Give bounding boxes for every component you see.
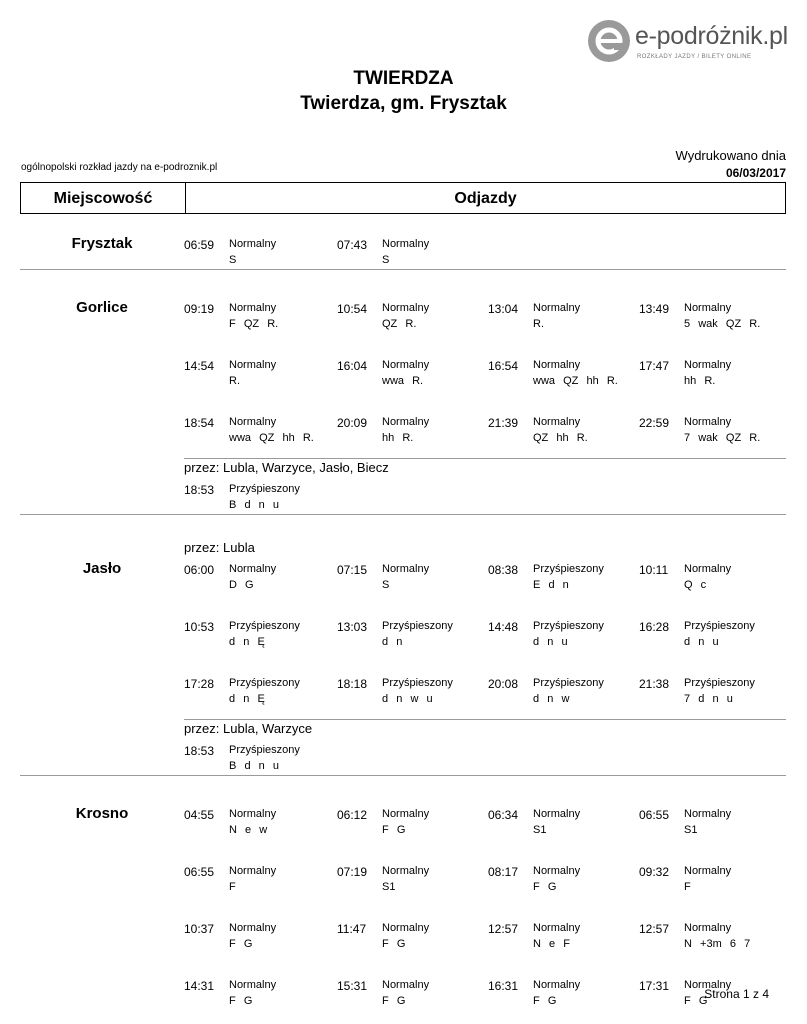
- service-type: Normalny: [533, 979, 581, 991]
- service-notes: B d n u: [229, 760, 280, 772]
- service-notes: wwa QZ hh R.: [533, 375, 618, 387]
- departure-time: 06:34: [488, 808, 519, 822]
- departure-time: 16:54: [488, 359, 519, 373]
- service-type: Przyśpieszony: [684, 620, 755, 632]
- service-notes: d n Ę: [229, 693, 265, 705]
- service-type: Normalny: [533, 865, 581, 877]
- service-type: Normalny: [382, 865, 430, 877]
- service-notes: F G: [533, 995, 557, 1007]
- service-notes: hh R.: [684, 375, 716, 387]
- departure-time: 16:28: [639, 620, 670, 634]
- service-type: Przyśpieszony: [533, 677, 604, 689]
- group-separator: [184, 458, 786, 459]
- service-notes: d n Ę: [229, 636, 265, 648]
- logo-e-icon: [588, 20, 630, 62]
- service-type: Normalny: [382, 979, 430, 991]
- departure-time: 17:31: [639, 979, 670, 993]
- service-notes: QZ hh R.: [533, 432, 588, 444]
- service-type: Normalny: [382, 922, 430, 934]
- stop-title: TWIERDZA: [353, 68, 454, 89]
- service-notes: F: [229, 881, 236, 893]
- service-notes: d n w: [533, 693, 570, 705]
- departure-time: 06:59: [184, 238, 215, 252]
- departure-time: 18:53: [184, 483, 215, 497]
- logo-tagline: ROZKŁADY JAZDY / BILETY ONLINE: [637, 54, 752, 60]
- service-type: Normalny: [684, 302, 732, 314]
- service-notes: F G: [684, 995, 708, 1007]
- section-separator: [20, 269, 786, 270]
- departure-time: 18:54: [184, 416, 215, 430]
- service-notes: 7 wak QZ R.: [684, 432, 761, 444]
- stop-subtitle: Twierdza, gm. Frysztak: [300, 93, 507, 114]
- printed-label: Wydrukowano dnia: [675, 148, 786, 163]
- departure-time: 07:19: [337, 865, 368, 879]
- departure-time: 13:03: [337, 620, 368, 634]
- service-type: Normalny: [229, 238, 277, 250]
- service-type: Przyśpieszony: [229, 744, 300, 756]
- service-type: Przyśpieszony: [382, 677, 453, 689]
- service-type: Normalny: [229, 979, 277, 991]
- via-route: przez: Lubla: [184, 540, 255, 555]
- departure-time: 10:53: [184, 620, 215, 634]
- service-type: Normalny: [684, 865, 732, 877]
- service-type: Normalny: [533, 416, 581, 428]
- column-header-departures: Odjazdy: [454, 190, 517, 207]
- column-header-town: Miejscowość: [53, 190, 153, 207]
- departure-time: 06:55: [639, 808, 670, 822]
- logo: [588, 20, 793, 66]
- departure-time: 22:59: [639, 416, 670, 430]
- departure-time: 11:47: [337, 922, 367, 936]
- departure-time: 10:37: [184, 922, 215, 936]
- town-name: Jasło: [82, 560, 122, 577]
- service-notes: N e F: [533, 938, 571, 950]
- section-separator: [20, 514, 786, 515]
- service-type: Normalny: [382, 563, 430, 575]
- service-type: Przyśpieszony: [684, 677, 755, 689]
- service-notes: S: [382, 254, 390, 266]
- service-notes: 5 wak QZ R.: [684, 318, 761, 330]
- service-notes: F G: [533, 881, 557, 893]
- service-type: Przyśpieszony: [382, 620, 453, 632]
- departure-time: 04:55: [184, 808, 215, 822]
- section-separator: [20, 775, 786, 776]
- departure-time: 14:31: [184, 979, 215, 993]
- town-name: Krosno: [75, 805, 129, 822]
- departure-time: 08:17: [488, 865, 519, 879]
- service-notes: F G: [382, 995, 406, 1007]
- departure-time: 13:49: [639, 302, 670, 316]
- service-type: Normalny: [684, 563, 732, 575]
- service-type: Normalny: [229, 808, 277, 820]
- service-notes: R.: [533, 318, 544, 330]
- service-type: Normalny: [533, 808, 581, 820]
- town-name: Gorlice: [76, 299, 128, 316]
- service-type: Normalny: [229, 416, 277, 428]
- service-notes: S: [382, 579, 390, 591]
- service-notes: F QZ R.: [229, 318, 279, 330]
- service-type: Normalny: [382, 302, 430, 314]
- departure-time: 17:47: [639, 359, 670, 373]
- service-notes: wwa QZ hh R.: [229, 432, 314, 444]
- departure-time: 21:39: [488, 416, 519, 430]
- service-notes: E d n: [533, 579, 569, 591]
- departure-time: 10:54: [337, 302, 368, 316]
- service-type: Normalny: [229, 302, 277, 314]
- departure-time: 12:57: [488, 922, 519, 936]
- via-route: przez: Lubla, Warzyce, Jasło, Biecz: [184, 460, 389, 475]
- departure-time: 15:31: [337, 979, 368, 993]
- departure-time: 18:53: [184, 744, 215, 758]
- service-type: Przyśpieszony: [533, 563, 604, 575]
- service-notes: N +3m 6 7: [684, 938, 751, 950]
- service-notes: N e w: [229, 824, 268, 836]
- service-notes: 7 d n u: [684, 693, 733, 705]
- service-notes: F G: [382, 824, 406, 836]
- departure-time: 20:08: [488, 677, 519, 691]
- service-type: Normalny: [684, 416, 732, 428]
- departure-time: 20:09: [337, 416, 368, 430]
- service-notes: S: [229, 254, 237, 266]
- departure-time: 14:48: [488, 620, 519, 634]
- service-type: Normalny: [533, 922, 581, 934]
- service-notes: d n u: [684, 636, 719, 648]
- service-type: Normalny: [533, 302, 581, 314]
- service-notes: F: [684, 881, 691, 893]
- service-type: Normalny: [382, 808, 430, 820]
- service-notes: F G: [229, 995, 253, 1007]
- departure-time: 12:57: [639, 922, 670, 936]
- departure-time: 10:11: [639, 563, 669, 577]
- service-type: Normalny: [229, 865, 277, 877]
- service-type: Normalny: [229, 563, 277, 575]
- service-type: Przyśpieszony: [229, 620, 300, 632]
- service-notes: d n w u: [382, 693, 433, 705]
- departure-time: 14:54: [184, 359, 215, 373]
- departure-time: 07:15: [337, 563, 368, 577]
- service-notes: D G: [229, 579, 254, 591]
- departure-time: 08:38: [488, 563, 519, 577]
- table-header: [20, 182, 786, 214]
- service-notes: F G: [229, 938, 253, 950]
- service-notes: S1: [684, 824, 698, 836]
- service-type: Normalny: [229, 359, 277, 371]
- service-type: Normalny: [382, 359, 430, 371]
- service-notes: d n: [382, 636, 403, 648]
- service-type: Normalny: [684, 359, 732, 371]
- group-separator: [184, 719, 786, 720]
- source-note: ogólnopolski rozkład jazdy na e-podroznik.pl: [21, 162, 218, 173]
- service-type: Przyśpieszony: [229, 677, 300, 689]
- via-route: przez: Lubla, Warzyce: [184, 721, 313, 736]
- departure-time: 16:31: [488, 979, 519, 993]
- service-notes: S1: [382, 881, 396, 893]
- service-type: Przyśpieszony: [229, 483, 300, 495]
- service-type: Normalny: [684, 979, 732, 991]
- departure-time: 09:32: [639, 865, 670, 879]
- logo-wordmark: e-podróżnik.pl: [635, 22, 788, 50]
- departure-time: 16:04: [337, 359, 368, 373]
- departure-time: 06:00: [184, 563, 215, 577]
- service-notes: QZ R.: [382, 318, 417, 330]
- service-type: Normalny: [533, 359, 581, 371]
- departure-time: 09:19: [184, 302, 215, 316]
- departure-time: 17:28: [184, 677, 215, 691]
- departure-time: 06:55: [184, 865, 215, 879]
- service-type: Normalny: [382, 238, 430, 250]
- service-notes: wwa R.: [382, 375, 424, 387]
- departure-time: 13:04: [488, 302, 519, 316]
- service-notes: d n u: [533, 636, 568, 648]
- service-type: Normalny: [382, 416, 430, 428]
- service-notes: hh R.: [382, 432, 414, 444]
- service-type: Normalny: [229, 922, 277, 934]
- printed-date: 06/03/2017: [725, 166, 786, 180]
- service-notes: F G: [382, 938, 406, 950]
- service-notes: Q c: [684, 579, 707, 591]
- departure-time: 21:38: [639, 677, 670, 691]
- service-type: Przyśpieszony: [533, 620, 604, 632]
- service-notes: S1: [533, 824, 547, 836]
- town-name: Frysztak: [71, 235, 133, 252]
- service-type: Normalny: [684, 922, 732, 934]
- page-number: Strona 1 z 4: [704, 987, 769, 1001]
- service-notes: R.: [229, 375, 240, 387]
- departure-time: 07:43: [337, 238, 368, 252]
- departure-time: 18:18: [337, 677, 368, 691]
- service-type: Normalny: [684, 808, 732, 820]
- service-notes: B d n u: [229, 499, 280, 511]
- departure-time: 06:12: [337, 808, 368, 822]
